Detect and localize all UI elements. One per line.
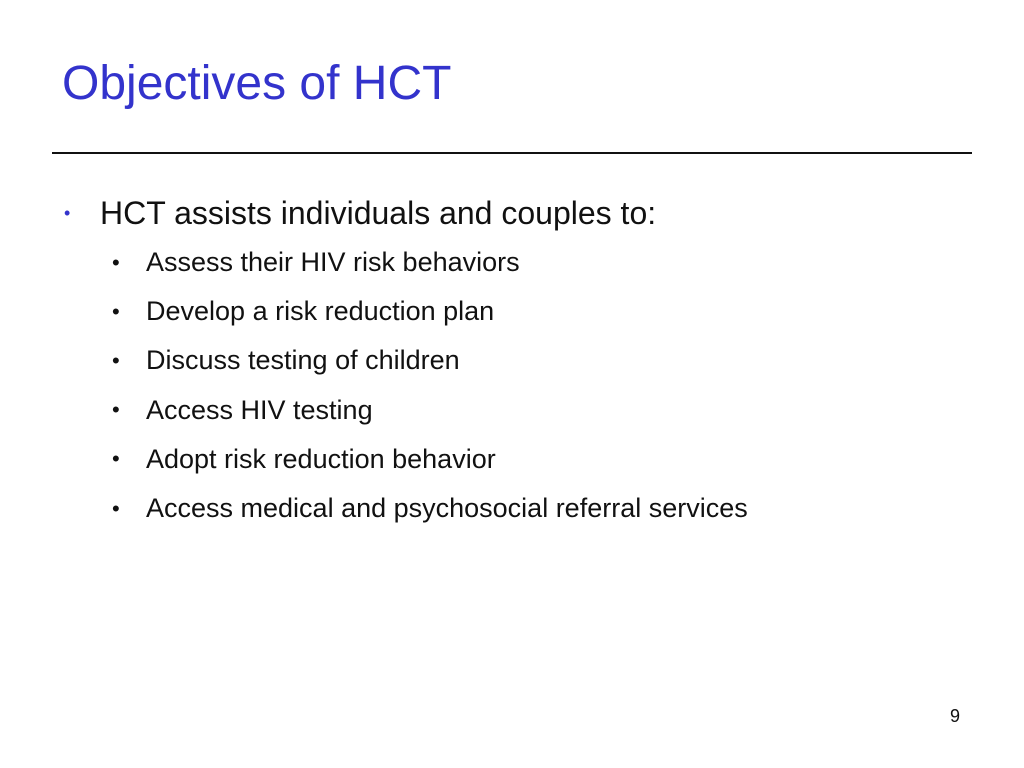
title-divider [52, 152, 972, 154]
page-number: 9 [950, 706, 961, 726]
sub-bullet-text: Access HIV testing [146, 394, 373, 425]
bullet-icon: • [112, 249, 120, 275]
sub-bullet-text: Assess their HIV risk behaviors [146, 247, 520, 278]
sub-bullet-text: Discuss testing of children [146, 345, 460, 376]
sub-bullet-text: Develop a risk reduction plan [146, 296, 495, 327]
bullet-icon: • [112, 397, 120, 423]
bullet-icon: • [112, 298, 120, 324]
bullet-icon: • [112, 446, 120, 472]
main-bullet-text: HCT assists individuals and couples to: [100, 195, 657, 231]
sub-bullet-text: Adopt risk reduction behavior [146, 443, 496, 474]
sub-bullet-item [112, 484, 748, 533]
sub-bullet-text: Access medical and psychosocial referral services [146, 493, 748, 524]
sub-bullet-item [112, 336, 748, 385]
slide-title: Objectives of HCT [62, 57, 452, 110]
bullet-icon: • [112, 347, 120, 373]
sub-bullet-item [112, 386, 748, 435]
sub-bullet-item [112, 287, 748, 336]
sub-bullet-item [112, 435, 748, 484]
sub-bullet-list [112, 238, 748, 533]
bullet-icon: • [64, 202, 71, 223]
sub-bullet-item [112, 238, 748, 287]
main-bullet [64, 192, 656, 234]
bullet-icon: • [112, 495, 120, 521]
